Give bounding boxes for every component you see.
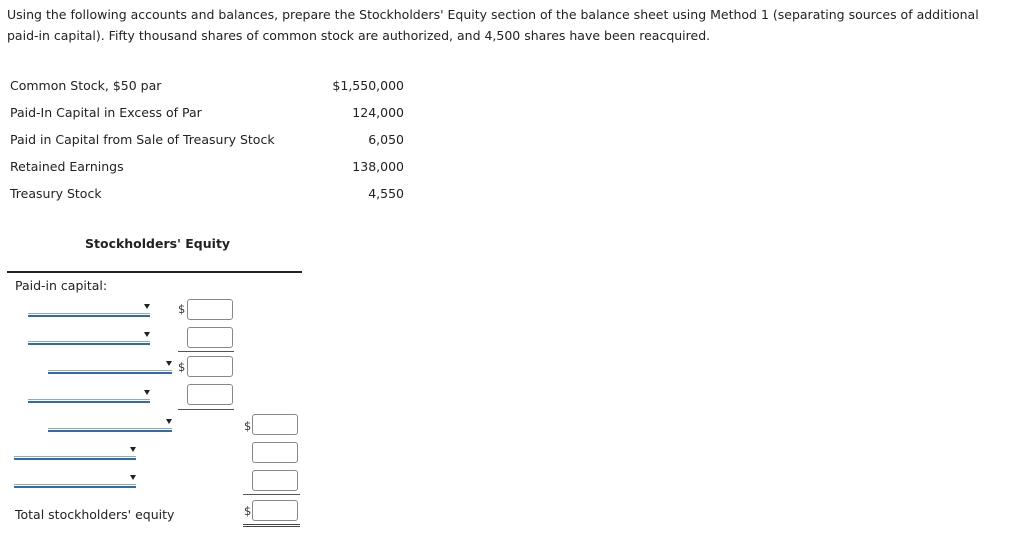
amount-input-2[interactable] xyxy=(187,327,233,348)
total-equity-input[interactable] xyxy=(252,500,298,521)
chevron-down-icon xyxy=(130,447,136,452)
amount-input-6[interactable] xyxy=(252,442,298,463)
dollar-sign: $ xyxy=(178,360,186,374)
amount-input-1[interactable] xyxy=(187,299,233,320)
subtotal-rule xyxy=(243,494,300,495)
instructions-text: Using the following accounts and balances, prepare the Stockholders' Equity section of the balance sheet using Method 1 (separating sources of additional paid-in capital). Fifty thousand shares of common stock are authorized, and 4,500 shares have been reacquired. xyxy=(7,7,979,43)
account-dropdown-4[interactable] xyxy=(28,389,150,403)
account-name: Paid-In Capital in Excess of Par xyxy=(10,105,202,120)
amount-input-3[interactable] xyxy=(187,356,233,377)
account-dropdown-7[interactable] xyxy=(14,474,136,488)
amount-input-4[interactable] xyxy=(187,384,233,405)
account-dropdown-2[interactable] xyxy=(28,331,150,345)
subtotal-rule xyxy=(178,409,234,410)
chevron-down-icon xyxy=(166,419,172,424)
account-dropdown-3[interactable] xyxy=(48,360,172,374)
dollar-sign: $ xyxy=(244,504,252,518)
header-divider xyxy=(7,271,302,273)
account-value: 4,550 xyxy=(368,186,404,201)
dollar-sign: $ xyxy=(178,302,186,316)
account-dropdown-6[interactable] xyxy=(14,446,136,460)
chevron-down-icon xyxy=(144,332,150,337)
total-double-rule xyxy=(243,524,300,527)
account-name: Paid in Capital from Sale of Treasury Stock xyxy=(10,132,275,147)
amount-input-7[interactable] xyxy=(252,470,298,491)
chevron-down-icon xyxy=(130,475,136,480)
account-name: Common Stock, $50 par xyxy=(10,78,162,93)
account-dropdown-1[interactable] xyxy=(28,303,150,317)
account-value: 6,050 xyxy=(368,132,404,147)
account-value: 124,000 xyxy=(352,105,404,120)
account-dropdown-5[interactable] xyxy=(48,418,172,432)
chevron-down-icon xyxy=(166,361,172,366)
account-name: Treasury Stock xyxy=(10,186,102,201)
subtotal-rule xyxy=(178,351,234,352)
account-value: 138,000 xyxy=(352,159,404,174)
chevron-down-icon xyxy=(144,304,150,309)
account-value: $1,550,000 xyxy=(332,78,404,93)
chevron-down-icon xyxy=(144,390,150,395)
section-title: Stockholders' Equity xyxy=(85,236,231,251)
paid-in-capital-label: Paid-in capital: xyxy=(15,278,108,293)
account-name: Retained Earnings xyxy=(10,159,124,174)
amount-input-5[interactable] xyxy=(252,414,298,435)
total-equity-label: Total stockholders' equity xyxy=(15,507,175,522)
dollar-sign: $ xyxy=(244,419,252,433)
